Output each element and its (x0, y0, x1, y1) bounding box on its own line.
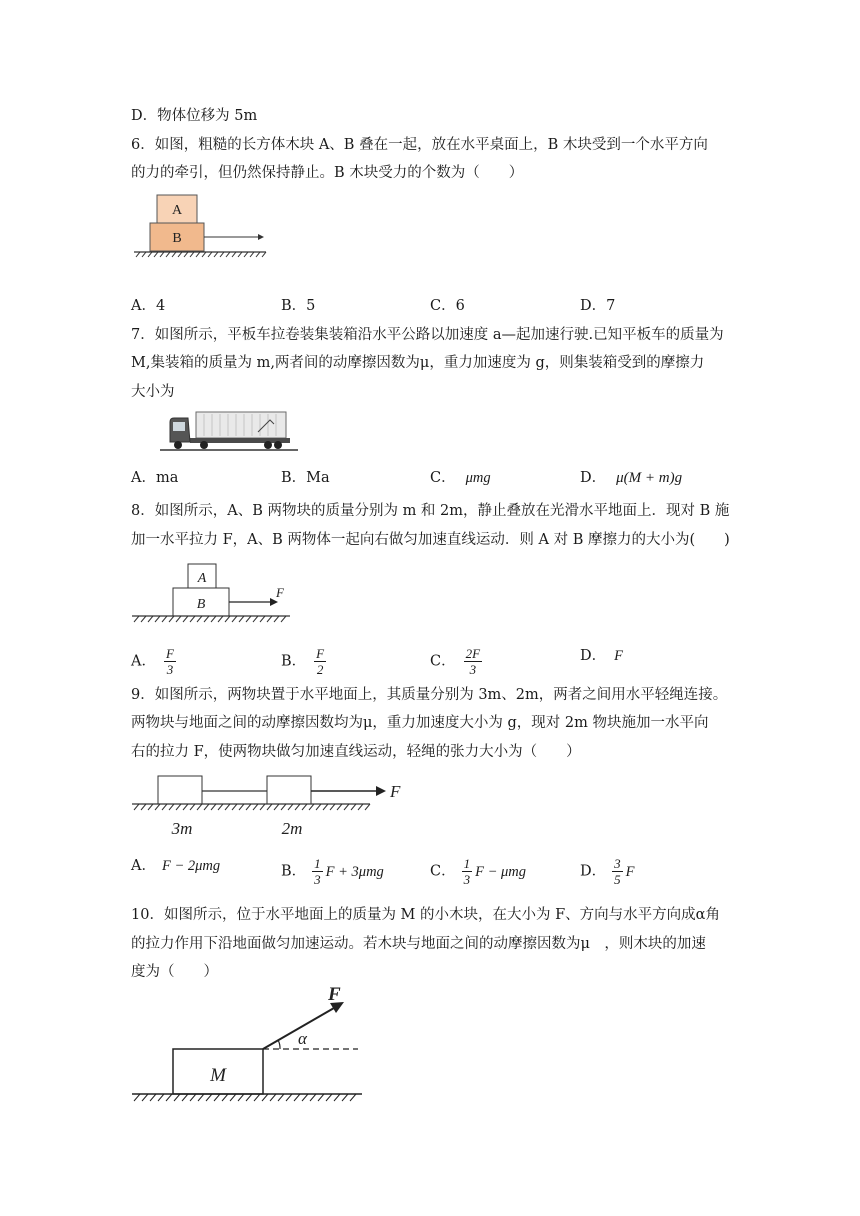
q7-text-line2: M,集装箱的质量为 m,两者间的动摩擦因数为μ，重力加速度为 g，则集装箱受到的摩擦力 (131, 355, 705, 371)
q9-option-a-label: A． (131, 858, 156, 874)
q9-option-a (131, 856, 220, 876)
q10-figure (130, 982, 370, 1110)
q8-text-line2: 加一水平拉力 F，A、B 两物体一起向右做匀加速直线运动．则 A 对 B 摩擦力的大小为( ) (131, 532, 730, 548)
q7-option-d-math: μ(M + m)g (616, 470, 683, 486)
q9-figure (130, 772, 410, 842)
q8-text-line1: 8．如图所示，A、B 两物块的质量分别为 m 和 2m，静止叠放在光滑水平地面上．现对 B 施 (131, 503, 730, 519)
q9-text-line2: 两物块与地面之间的动摩擦因数均为μ，重力加速度大小为 g，现对 2m 物块施加一水平向 (131, 715, 709, 731)
q9-option-d-math: F (625, 863, 635, 880)
q9-option-c (430, 856, 526, 887)
q8-figure (130, 560, 295, 630)
q7-text-line1: 7．如图所示，平板车拉卷装集装箱沿水平公路以加速度 a—起加速行驶.已知平板车的质量为 (131, 327, 724, 343)
q9-text-line3: 右的拉力 F，使两物块做匀加速直线运动，轻绳的张力大小为（ ） (131, 744, 581, 760)
q7-truck-figure (160, 408, 300, 454)
q6-option-d: D．7 (580, 298, 616, 314)
q6-option-c: C．6 (430, 298, 465, 314)
q10-angle-label: α (298, 1029, 307, 1048)
q9-option-c-fraction: $\frac{1}{3}$ (463, 856, 471, 887)
q6-option-b: B．5 (281, 298, 316, 314)
q7-option-c-math: μmg (465, 470, 491, 486)
q9-option-c-math: F − μmg (475, 863, 527, 880)
q6-block-b-label: B (172, 231, 182, 246)
q9-option-b (281, 856, 384, 887)
q7-text-line3: 大小为 (131, 384, 175, 400)
q8-option-d (580, 646, 623, 666)
q10-block-label: M (210, 1065, 226, 1086)
q8-option-c (430, 646, 482, 677)
q9-option-b-fraction: $\frac{1}{3}$ (314, 856, 321, 887)
q9-force-label: F (390, 782, 401, 801)
q9-option-d-label: D． (580, 863, 607, 880)
q8-option-b (281, 646, 326, 677)
q8-option-a-fraction: $\frac{F}{3}$ (165, 646, 174, 677)
q9-option-c-label: C． (430, 863, 456, 880)
q8-force-label: F (276, 585, 284, 600)
q9-left-mass-label: 3m (171, 819, 193, 838)
q7-option-d-label: D． (580, 470, 607, 486)
q7-option-d (580, 468, 682, 488)
q8-option-b-label: B． (281, 653, 307, 670)
q7-option-b: B．Ma (281, 470, 330, 486)
q8-option-d-label: D． (580, 648, 607, 664)
q6-option-a: A．4 (131, 298, 166, 314)
q9-option-d-fraction: $\frac{3}{5}$ (614, 856, 621, 887)
q8-option-b-fraction: $\frac{F}{2}$ (316, 646, 325, 677)
q9-text-line1: 9．如图所示，两物块置于水平地面上，其质量分别为 3m、2m，两者之间用水平轻绳连接。 (131, 687, 728, 703)
q8-block-a-label: A (197, 571, 207, 586)
q7-option-a: A．ma (131, 470, 179, 486)
q8-option-a (131, 646, 176, 677)
q8-option-d-math: F (614, 648, 623, 664)
q6-block-a-label: A (171, 203, 183, 218)
q8-option-a-label: A． (131, 653, 156, 670)
q10-text-line3: 度为（ ） (131, 964, 218, 980)
q8-option-c-fraction: $\frac{2F}{3}$ (465, 646, 481, 677)
q9-option-b-label: B． (281, 863, 307, 880)
q6-figure (130, 190, 270, 260)
q10-text-line1: 10．如图所示，位于水平地面上的质量为 M 的小木块，在大小为 F、方向与水平方向成α角 (131, 907, 720, 923)
q9-right-mass-label: 2m (281, 819, 303, 838)
q5-option-d: D．物体位移为 5m (131, 108, 258, 124)
q8-block-b-label: B (196, 597, 206, 612)
q9-option-b-math: F + 3μmg (325, 863, 384, 880)
q6-text-line2: 的力的牵引，但仍然保持静止。B 木块受力的个数为（ ） (131, 165, 524, 181)
q7-option-c (430, 468, 491, 488)
q9-option-a-math: F − 2μmg (161, 858, 221, 874)
q8-option-c-label: C． (430, 653, 456, 670)
q7-option-c-label: C． (430, 470, 456, 486)
q9-option-d (580, 856, 635, 887)
q10-text-line2: 的拉力作用下沿地面做匀加速运动。若木块与地面之间的动摩擦因数为μ ，则木块的加速 (131, 936, 706, 952)
q10-force-label: F (328, 984, 341, 1005)
q6-text-line1: 6．如图，粗糙的长方体木块 A、B 叠在一起，放在水平桌面上，B 木块受到一个水平方向 (131, 137, 708, 153)
